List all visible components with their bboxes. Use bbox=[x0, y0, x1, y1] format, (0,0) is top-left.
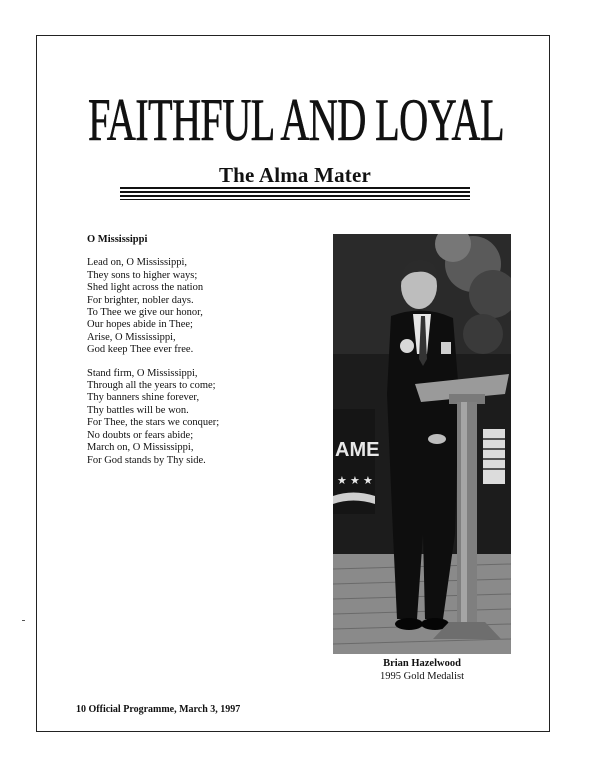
poem-line: March on, O Mississippi, bbox=[87, 442, 194, 454]
poem-line: For brighter, nobler days. bbox=[87, 294, 194, 306]
stray-mark bbox=[22, 620, 25, 621]
poem-line: Through all the years to come; bbox=[87, 380, 216, 392]
poem-line: Our hopes abide in Thee; bbox=[87, 319, 193, 331]
star-icon: ★ bbox=[337, 474, 347, 487]
page-footer: 10 Official Programme, March 3, 1997 bbox=[76, 704, 241, 715]
poem-line: Thy banners shine forever, bbox=[87, 392, 200, 404]
poem-line: To Thee we give our honor, bbox=[87, 307, 203, 319]
poem-title: O Mississippi bbox=[87, 234, 148, 245]
poem-line: Stand firm, O Mississippi, bbox=[87, 367, 198, 379]
speaker-photo bbox=[333, 234, 511, 654]
caption-name: Brian Hazelwood bbox=[383, 658, 461, 669]
poem-line: For God stands by Thy side. bbox=[87, 454, 206, 466]
stanza-1 bbox=[87, 257, 317, 356]
poem-line: Arise, O Mississippi, bbox=[87, 331, 176, 343]
star-icon: ★ bbox=[363, 474, 373, 487]
banner-title-text: FAITHFUL AND LOYAL bbox=[88, 87, 504, 153]
banner-title bbox=[86, 82, 506, 160]
page-subtitle: The Alma Mater bbox=[218, 163, 372, 187]
poem-line: For Thee, the stars we conquer; bbox=[87, 417, 220, 429]
stanza-2 bbox=[87, 368, 317, 467]
poem-line: God keep Thee ever free. bbox=[87, 344, 194, 356]
caption-role: 1995 Gold Medalist bbox=[380, 670, 464, 682]
poem-line: Thy battles will be won. bbox=[87, 404, 189, 416]
poem-line: They sons to higher ways; bbox=[87, 269, 198, 281]
photo-caption bbox=[333, 658, 511, 683]
poem-line: Shed light across the nation bbox=[87, 282, 204, 294]
poem-line: No doubts or fears abide; bbox=[87, 429, 194, 441]
star-icon: ★ bbox=[350, 474, 360, 487]
poem bbox=[87, 234, 317, 478]
title-rules bbox=[120, 187, 470, 201]
photo-banner-text: AME bbox=[335, 439, 380, 461]
poem-line: Lead on, O Mississippi, bbox=[87, 257, 188, 269]
